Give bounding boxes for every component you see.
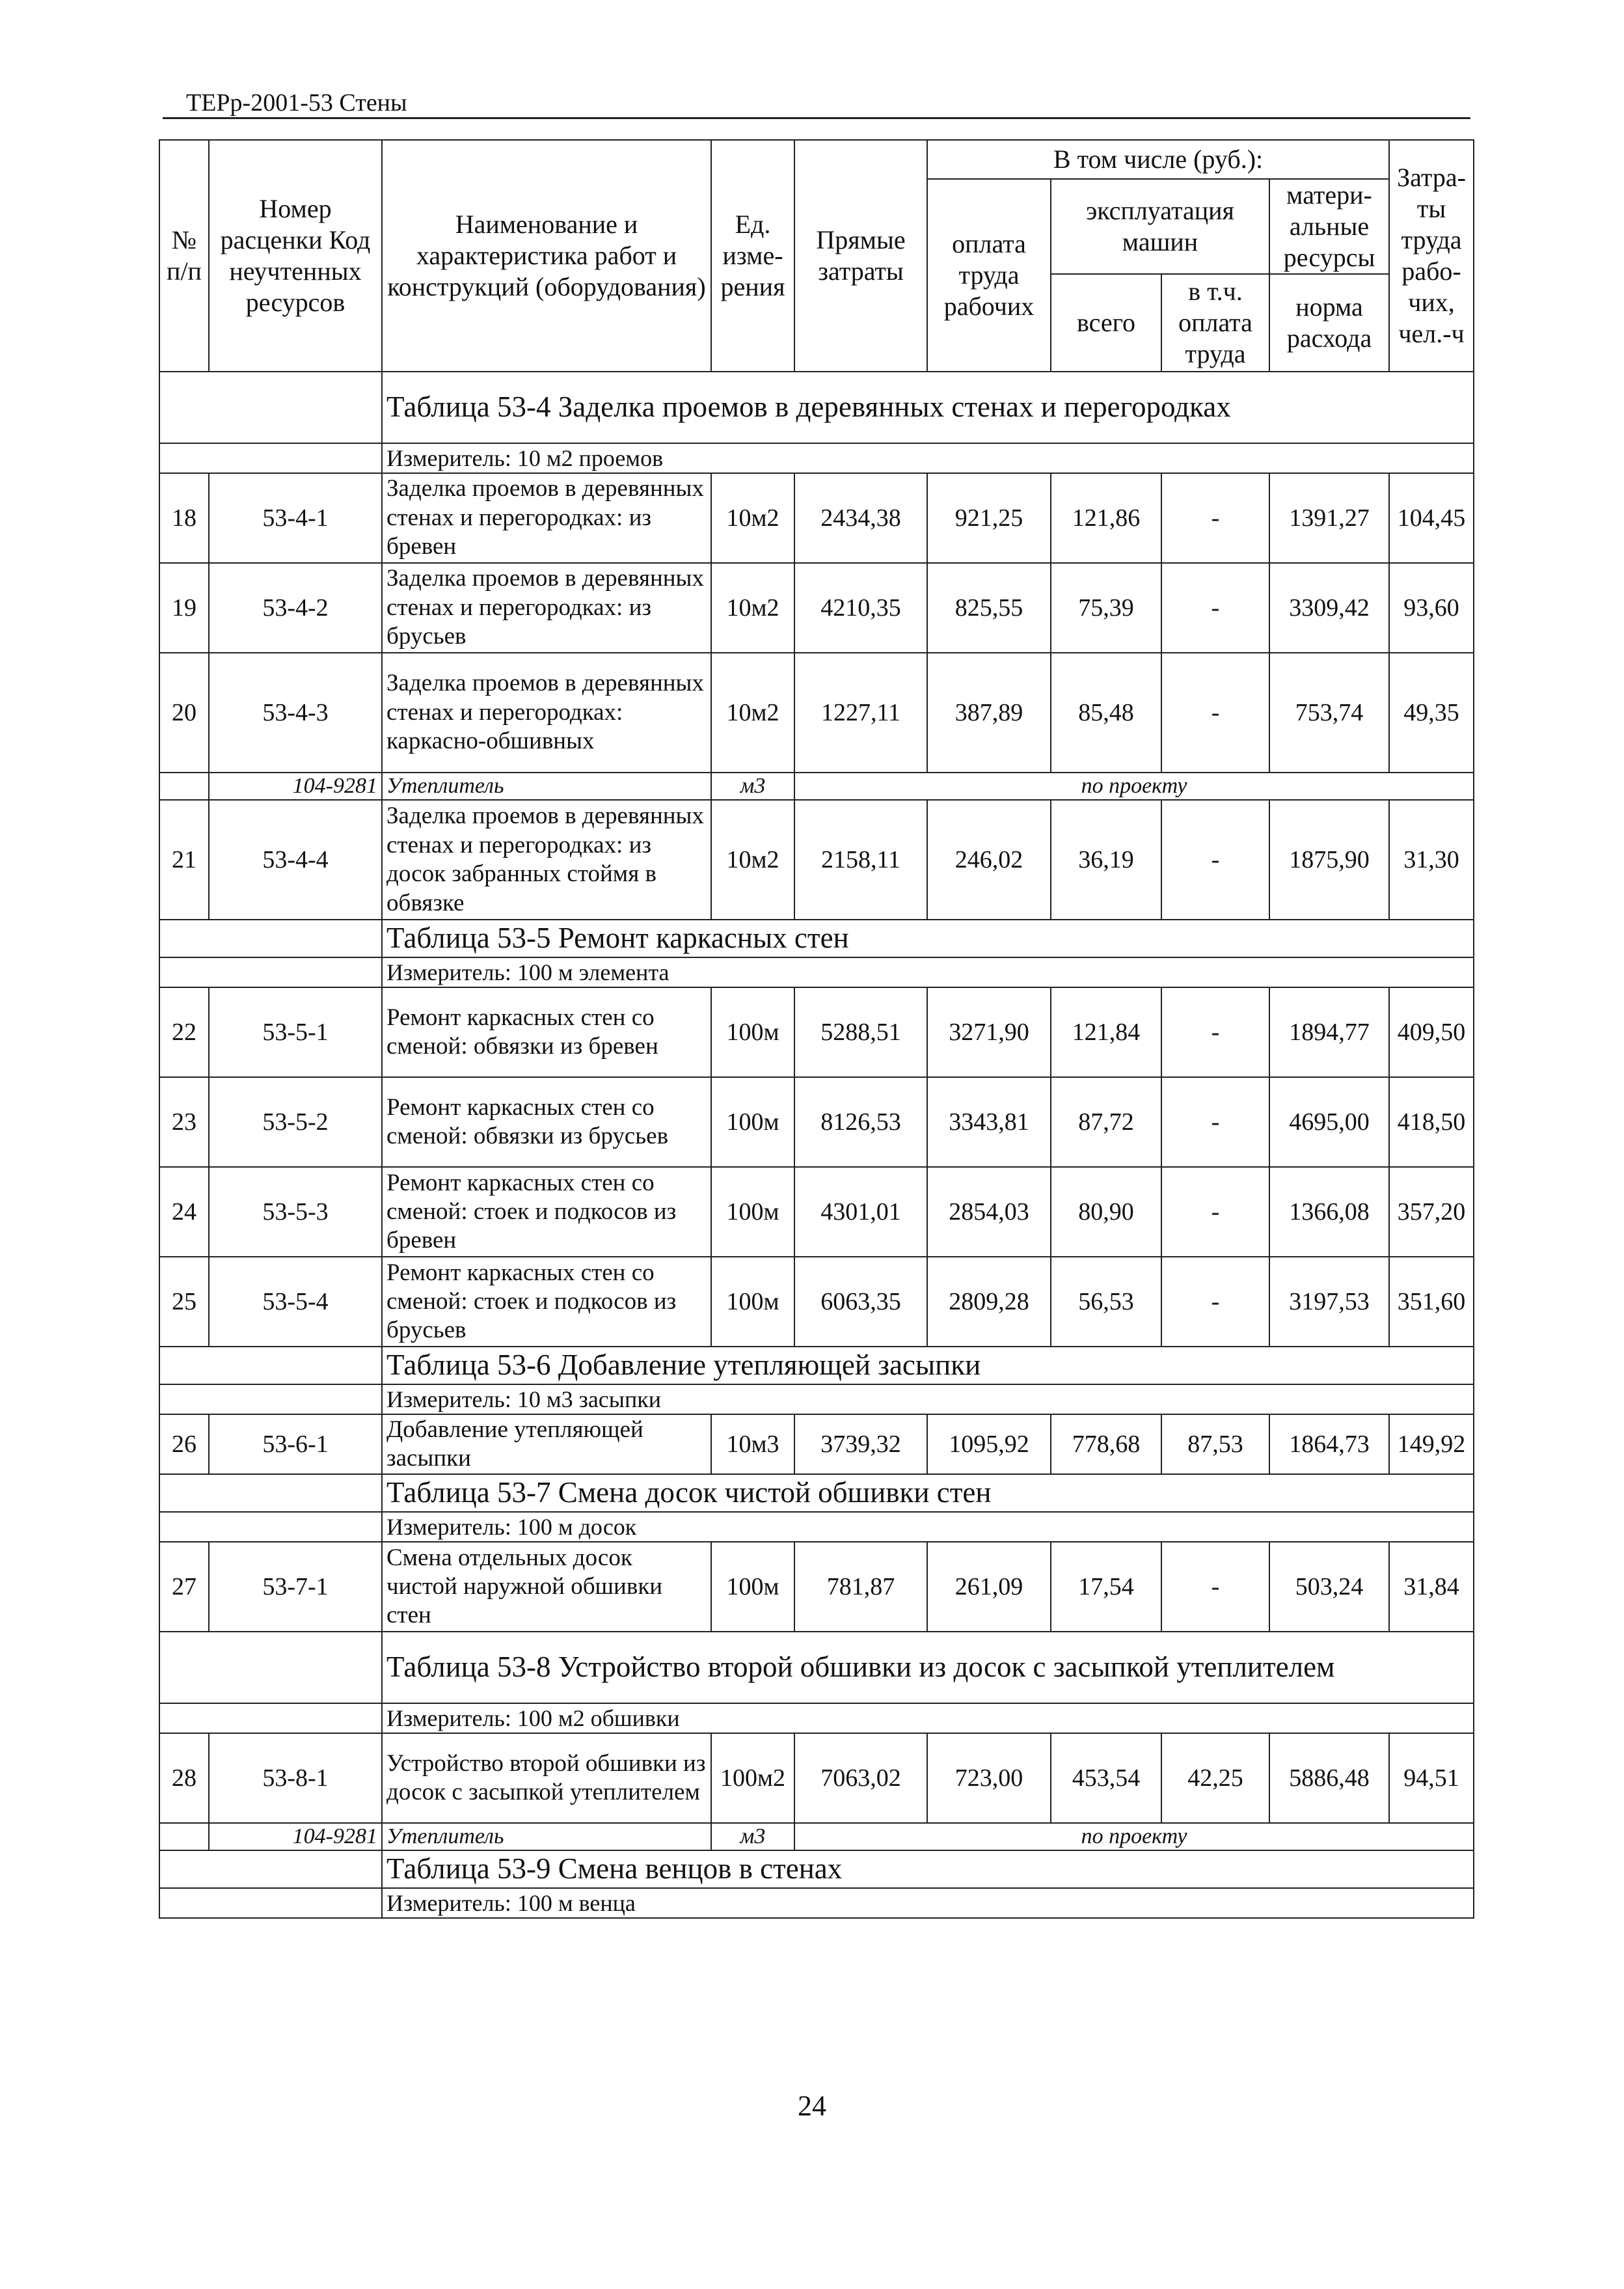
section-measure: Измеритель: 10 м2 проемов	[382, 443, 1474, 473]
col-header-machines-labor: в т.ч. оплата труда	[1161, 274, 1269, 372]
machines-labor: -	[1161, 1257, 1269, 1347]
rate-code: 53-5-1	[209, 987, 382, 1077]
unit: 100м	[711, 1167, 794, 1257]
resource-note: по проекту	[794, 1823, 1474, 1850]
rate-code: 53-7-1	[209, 1542, 382, 1632]
machines-total: 56,53	[1051, 1257, 1161, 1347]
labor-cost: 104,45	[1389, 473, 1474, 563]
direct-cost: 781,87	[794, 1542, 927, 1632]
labor-pay: 723,00	[927, 1733, 1051, 1823]
resource-note: по проекту	[794, 773, 1474, 800]
labor-pay: 3343,81	[927, 1077, 1051, 1167]
row-number: 28	[159, 1733, 209, 1823]
unit: 100м	[711, 1077, 794, 1167]
row-number: 18	[159, 473, 209, 563]
blank-cell	[159, 1384, 382, 1414]
col-header-machines-total: всего	[1051, 274, 1161, 372]
direct-cost: 7063,02	[794, 1733, 927, 1823]
col-header-unit: Ед. изме-рения	[711, 140, 794, 372]
blank-cell	[159, 1888, 382, 1918]
labor-cost: 93,60	[1389, 563, 1474, 653]
machines-labor: -	[1161, 473, 1269, 563]
section-measure: Измеритель: 100 м элемента	[382, 957, 1474, 987]
row-number: 22	[159, 987, 209, 1077]
rate-code: 53-4-1	[209, 473, 382, 563]
materials: 1366,08	[1269, 1167, 1389, 1257]
materials: 1391,27	[1269, 473, 1389, 563]
unit: 100м	[711, 1257, 794, 1347]
work-name: Заделка проемов в деревянных стенах и перегородках: из досок забранных стоймя в обвязке	[382, 800, 711, 920]
labor-pay: 921,25	[927, 473, 1051, 563]
machines-total: 121,84	[1051, 987, 1161, 1077]
col-header-labor-pay: оплата труда рабочих	[927, 179, 1051, 372]
resource-name: Утеплитель	[382, 773, 711, 800]
section-title-row	[159, 920, 1474, 957]
unit: 10м2	[711, 800, 794, 920]
labor-cost: 31,84	[1389, 1542, 1474, 1632]
machines-total: 17,54	[1051, 1542, 1161, 1632]
resource-row	[159, 1823, 1474, 1850]
section-title: Таблица 53-9 Смена венцов в стенах	[382, 1850, 1474, 1888]
materials: 503,24	[1269, 1542, 1389, 1632]
labor-pay: 246,02	[927, 800, 1051, 920]
direct-cost: 2158,11	[794, 800, 927, 920]
row-number: 21	[159, 800, 209, 920]
work-name: Заделка проемов в деревянных стенах и перегородках: из бревен	[382, 473, 711, 563]
resource-code: 104-9281	[209, 1823, 382, 1850]
row-number: 25	[159, 1257, 209, 1347]
row-number: 26	[159, 1414, 209, 1474]
machines-total: 36,19	[1051, 800, 1161, 920]
direct-cost: 3739,32	[794, 1414, 927, 1474]
labor-cost: 94,51	[1389, 1733, 1474, 1823]
direct-cost: 4210,35	[794, 563, 927, 653]
row-number: 23	[159, 1077, 209, 1167]
section-title: Таблица 53-7 Смена досок чистой обшивки стен	[382, 1474, 1474, 1512]
blank-cell	[159, 957, 382, 987]
section-title-row	[159, 1850, 1474, 1888]
rate-code: 53-5-3	[209, 1167, 382, 1257]
header-rule	[163, 117, 1470, 119]
rate-code: 53-5-4	[209, 1257, 382, 1347]
work-name: Ремонт каркасных стен со сменой: обвязки из брусьев	[382, 1077, 711, 1167]
machines-total: 453,54	[1051, 1733, 1161, 1823]
machines-labor: -	[1161, 987, 1269, 1077]
blank-cell	[159, 1850, 382, 1888]
unit: 10м2	[711, 653, 794, 773]
materials: 4695,00	[1269, 1077, 1389, 1167]
measure-row	[159, 1888, 1474, 1918]
rate-code: 53-8-1	[209, 1733, 382, 1823]
rates-table	[159, 139, 1474, 1919]
machines-labor: 42,25	[1161, 1733, 1269, 1823]
measure-row	[159, 1384, 1474, 1414]
col-header-incl: В том числе (руб.):	[927, 140, 1389, 179]
resource-unit: м3	[711, 1823, 794, 1850]
section-title: Таблица 53-8 Устройство второй обшивки из досок с засыпкой утеплителем	[382, 1632, 1474, 1703]
blank-cell	[159, 443, 382, 473]
blank-cell	[159, 773, 209, 800]
blank-cell	[159, 1347, 382, 1384]
materials: 1864,73	[1269, 1414, 1389, 1474]
direct-cost: 8126,53	[794, 1077, 927, 1167]
materials: 3197,53	[1269, 1257, 1389, 1347]
machines-labor: -	[1161, 1077, 1269, 1167]
blank-cell	[159, 920, 382, 957]
labor-pay: 3271,90	[927, 987, 1051, 1077]
row-number: 20	[159, 653, 209, 773]
labor-pay: 1095,92	[927, 1414, 1051, 1474]
measure-row	[159, 1703, 1474, 1733]
unit: 100м	[711, 1542, 794, 1632]
labor-pay: 2854,03	[927, 1167, 1051, 1257]
machines-labor: -	[1161, 563, 1269, 653]
col-header-machines: эксплуатация машин	[1051, 179, 1269, 274]
machines-labor: -	[1161, 800, 1269, 920]
measure-row	[159, 443, 1474, 473]
rate-code: 53-5-2	[209, 1077, 382, 1167]
table-row	[159, 987, 1474, 1077]
col-header-code: Номер расценки Код неучтенных ресурсов	[209, 140, 382, 372]
labor-cost: 409,50	[1389, 987, 1474, 1077]
rate-code: 53-4-2	[209, 563, 382, 653]
work-name: Заделка проемов в деревянных стенах и перегородках: каркасно-обшивных	[382, 653, 711, 773]
section-measure: Измеритель: 10 м3 засыпки	[382, 1384, 1474, 1414]
work-name: Добавление утепляющей засыпки	[382, 1414, 711, 1474]
direct-cost: 4301,01	[794, 1167, 927, 1257]
row-number: 24	[159, 1167, 209, 1257]
materials: 753,74	[1269, 653, 1389, 773]
col-header-materials-norm: норма расхода	[1269, 274, 1389, 372]
materials: 1875,90	[1269, 800, 1389, 920]
blank-cell	[159, 1703, 382, 1733]
col-header-num: № п/п	[159, 140, 209, 372]
blank-cell	[159, 1632, 382, 1703]
col-header-materials: матери-альные ресурсы	[1269, 179, 1389, 274]
blank-cell	[159, 372, 382, 443]
unit: 100м	[711, 987, 794, 1077]
section-measure: Измеритель: 100 м венца	[382, 1888, 1474, 1918]
resource-unit: м3	[711, 773, 794, 800]
section-measure: Измеритель: 100 м досок	[382, 1512, 1474, 1542]
col-header-labor-cost: Затра-ты труда рабо-чих, чел.-ч	[1389, 140, 1474, 372]
table-row	[159, 800, 1474, 920]
table-row	[159, 1542, 1474, 1632]
section-title-row	[159, 372, 1474, 443]
labor-pay: 2809,28	[927, 1257, 1051, 1347]
section-title-row	[159, 1474, 1474, 1512]
labor-cost: 357,20	[1389, 1167, 1474, 1257]
labor-cost: 418,50	[1389, 1077, 1474, 1167]
direct-cost: 5288,51	[794, 987, 927, 1077]
row-number: 27	[159, 1542, 209, 1632]
unit: 10м3	[711, 1414, 794, 1474]
machines-labor: -	[1161, 1167, 1269, 1257]
labor-pay: 825,55	[927, 563, 1051, 653]
table-row	[159, 1077, 1474, 1167]
direct-cost: 1227,11	[794, 653, 927, 773]
labor-cost: 49,35	[1389, 653, 1474, 773]
materials: 1894,77	[1269, 987, 1389, 1077]
machines-total: 778,68	[1051, 1414, 1161, 1474]
materials: 3309,42	[1269, 563, 1389, 653]
work-name: Ремонт каркасных стен со сменой: обвязки из бревен	[382, 987, 711, 1077]
machines-total: 87,72	[1051, 1077, 1161, 1167]
table-row	[159, 473, 1474, 563]
work-name: Смена отдельных досок чистой наружной обшивки стен	[382, 1542, 711, 1632]
section-title-row	[159, 1347, 1474, 1384]
table-row	[159, 1257, 1474, 1347]
rate-code: 53-6-1	[209, 1414, 382, 1474]
machines-labor: 87,53	[1161, 1414, 1269, 1474]
machines-labor: -	[1161, 653, 1269, 773]
machines-total: 80,90	[1051, 1167, 1161, 1257]
work-name: Ремонт каркасных стен со сменой: стоек и подкосов из брусьев	[382, 1257, 711, 1347]
machines-labor: -	[1161, 1542, 1269, 1632]
section-title: Таблица 53-6 Добавление утепляющей засыпки	[382, 1347, 1474, 1384]
section-title-row	[159, 1632, 1474, 1703]
work-name: Заделка проемов в деревянных стенах и перегородках: из брусьев	[382, 563, 711, 653]
document-header: ТЕРр-2001-53 Стены	[186, 89, 407, 117]
measure-row	[159, 1512, 1474, 1542]
work-name: Ремонт каркасных стен со сменой: стоек и подкосов из бревен	[382, 1167, 711, 1257]
unit: 10м2	[711, 563, 794, 653]
labor-pay: 261,09	[927, 1542, 1051, 1632]
rate-code: 53-4-4	[209, 800, 382, 920]
machines-total: 75,39	[1051, 563, 1161, 653]
blank-cell	[159, 1512, 382, 1542]
page-number: 24	[798, 2090, 826, 2122]
work-name: Устройство второй обшивки из досок с засыпкой утеплителем	[382, 1733, 711, 1823]
machines-total: 85,48	[1051, 653, 1161, 773]
direct-cost: 6063,35	[794, 1257, 927, 1347]
row-number: 19	[159, 563, 209, 653]
blank-cell	[159, 1474, 382, 1512]
resource-name: Утеплитель	[382, 1823, 711, 1850]
section-title: Таблица 53-5 Ремонт каркасных стен	[382, 920, 1474, 957]
unit: 10м2	[711, 473, 794, 563]
table-row	[159, 653, 1474, 773]
blank-cell	[159, 1823, 209, 1850]
materials: 5886,48	[1269, 1733, 1389, 1823]
labor-pay: 387,89	[927, 653, 1051, 773]
section-measure: Измеритель: 100 м2 обшивки	[382, 1703, 1474, 1733]
rate-code: 53-4-3	[209, 653, 382, 773]
resource-code: 104-9281	[209, 773, 382, 800]
col-header-direct: Прямые затраты	[794, 140, 927, 372]
machines-total: 121,86	[1051, 473, 1161, 563]
section-title: Таблица 53-4 Заделка проемов в деревянных стенах и перегородках	[382, 372, 1474, 443]
table-row	[159, 1733, 1474, 1823]
labor-cost: 351,60	[1389, 1257, 1474, 1347]
unit: 100м2	[711, 1733, 794, 1823]
resource-row	[159, 773, 1474, 800]
measure-row	[159, 957, 1474, 987]
col-header-name: Наименование и характеристика работ и конструкций (оборудования)	[382, 140, 711, 372]
labor-cost: 149,92	[1389, 1414, 1474, 1474]
labor-cost: 31,30	[1389, 800, 1474, 920]
direct-cost: 2434,38	[794, 473, 927, 563]
table-row	[159, 1414, 1474, 1474]
table-row	[159, 563, 1474, 653]
table-row	[159, 1167, 1474, 1257]
